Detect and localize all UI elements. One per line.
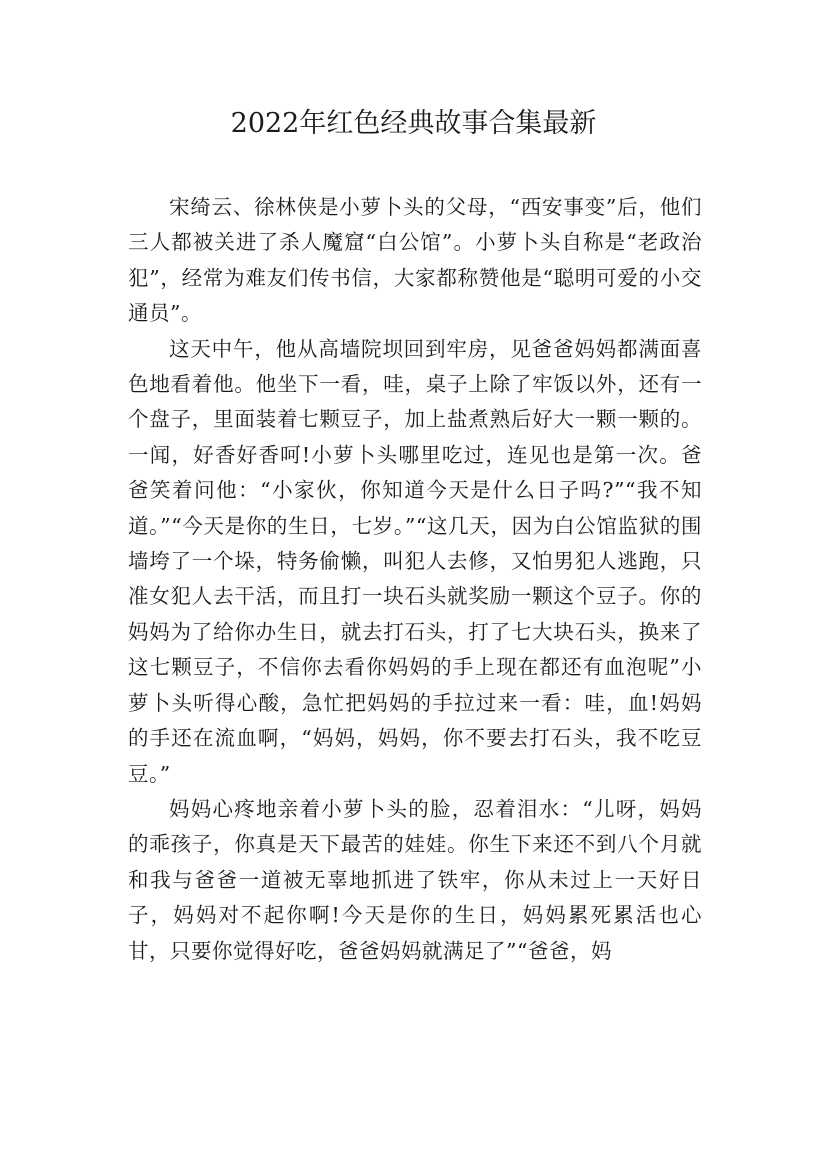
paragraph-3: 妈妈心疼地亲着小萝卜头的脸，忍着泪水：“儿呀，妈妈的乖孩子，你真是天下最苦的娃娃。你生下来还不到八个月就和我与爸爸一道被无辜地抓进了铁牢，你从未过上一天好日子，妈妈对不起你啊!今天是你的生日，妈妈累死累活也心甘，只要你觉得好吃，爸爸妈妈就满足了”“爸爸，妈: [128, 796, 702, 963]
paragraph-2: 这天中午，他从高墙院坝回到牢房，见爸爸妈妈都满面喜色地看着他。他坐下一看，哇，桌子上除了牢饭以外，还有一个盘子，里面装着七颗豆子，加上盐煮熟后好大一颗一颗的。一闻，好香好香呵!小萝卜头哪里吃过，连见也是第一次。爸爸笑着问他：“小家伙，你知道今天是什么日子吗?”“我不知道。”“今天是你的生日，七岁。”“这几天，因为白公馆监狱的围墙垮了一个垛，特务偷懒，叫犯人去修，又怕男犯人逃跑，只准女犯人去干活，而且打一块石头就奖励一颗这个豆子。你的妈妈为了给你办生日，就去打石头，打了七大块石头，换来了这七颗豆子，不信你去看你妈妈的手上现在都还有血泡呢”小萝卜头听得心酸，急忙把妈妈的手拉过来一看：哇，血!妈妈的手还在流血啊，“妈妈，妈妈，你不要去打石头，我不吃豆豆。”: [128, 336, 702, 786]
document-body: [128, 190, 702, 969]
document-title: 2022年红色经典故事合集最新: [230, 108, 597, 139]
paragraph-1: 宋绮云、徐林侠是小萝卜头的父母，“西安事变”后，他们三人都被关进了杀人魔窟“白公馆”。小萝卜头自称是“老政治犯”，经常为难友们传书信，大家都称赞他是“聪明可爱的小交通员”。: [128, 195, 702, 326]
